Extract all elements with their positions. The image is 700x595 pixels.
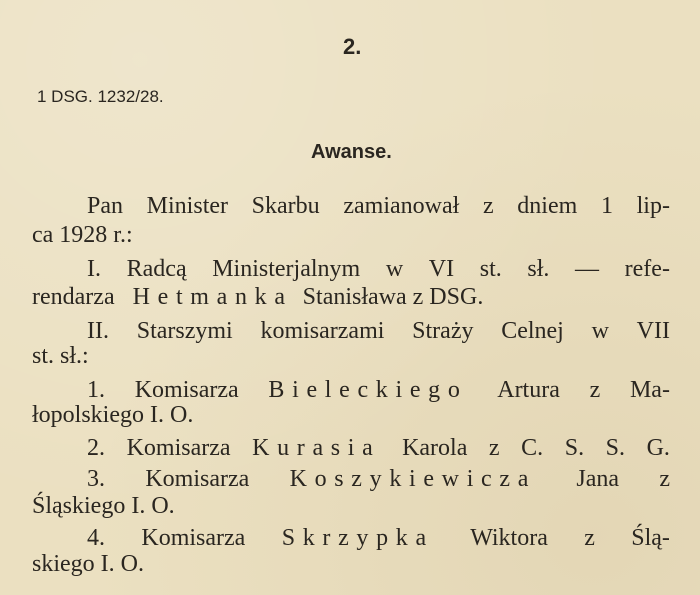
spaced-surname: Bieleckiego <box>268 377 468 403</box>
word: z <box>482 193 494 219</box>
sub-4-line-1 <box>87 525 670 552</box>
word: Radcą <box>126 256 187 282</box>
word: 1. <box>87 377 105 403</box>
section-heading: Awanse. <box>311 141 392 163</box>
word: Ma- <box>629 377 670 403</box>
intro-line-2: ca 1928 r.: <box>32 222 133 248</box>
word: Skarbu <box>251 193 320 219</box>
word: Celnej <box>501 318 564 344</box>
word: lip- <box>636 193 670 219</box>
word: Wiktora <box>470 525 548 551</box>
word: VI <box>428 256 455 282</box>
word: Komisarza <box>126 435 231 461</box>
word: Komisarza <box>141 525 246 551</box>
word: dniem <box>517 193 578 219</box>
spaced-surname: Skrzypka <box>281 525 434 551</box>
word: Artura <box>497 377 560 403</box>
sub-3-line-2: Śląskiego I. O. <box>32 493 175 519</box>
word: 3. <box>87 466 105 492</box>
word: Straży <box>412 318 474 344</box>
word: Karola <box>402 435 468 461</box>
word: Ślą- <box>631 525 670 551</box>
word: w <box>385 256 404 282</box>
spaced-surname: Hetmanka <box>132 284 293 310</box>
word: rendarza <box>32 284 115 310</box>
word: zamianował <box>343 193 460 219</box>
word: Starszymi <box>136 318 233 344</box>
item-II-line-2: st. sł.: <box>32 343 89 369</box>
word: C. <box>521 435 544 461</box>
word: S. <box>564 435 585 461</box>
word: Ministerjalnym <box>212 256 361 282</box>
spaced-surname: Koszykiewicza <box>289 466 537 492</box>
word: z <box>659 466 670 492</box>
document-reference: 1 DSG. 1232/28. <box>37 87 164 106</box>
word: VII <box>636 318 670 344</box>
word: refe- <box>624 256 670 282</box>
word: I. <box>87 256 101 282</box>
word: z <box>589 377 601 403</box>
word: 2. <box>87 435 105 461</box>
page-number: 2. <box>343 34 362 59</box>
spaced-surname: Kurasia <box>252 435 381 461</box>
item-I-line-1 <box>87 256 670 283</box>
word: Minister <box>146 193 228 219</box>
word: S. <box>605 435 625 461</box>
word: st. <box>479 256 502 282</box>
sub-2-line-1 <box>87 435 670 462</box>
word: Komisarza <box>134 377 239 403</box>
word: 1 <box>600 193 613 219</box>
sub-1-line-1 <box>87 377 670 404</box>
word: 4. <box>87 525 105 551</box>
word: sł. <box>527 256 550 282</box>
item-I-line-2 <box>32 284 483 311</box>
sub-3-line-1 <box>87 466 670 493</box>
word: komisarzami <box>260 318 385 344</box>
word: Stanisława z DSG. <box>302 284 484 310</box>
word: z <box>488 435 500 461</box>
word: z <box>584 525 595 551</box>
word: — <box>575 256 600 282</box>
word: II. <box>87 318 109 344</box>
sub-1-line-2: łopolskiego I. O. <box>32 402 194 428</box>
sub-4-line-2: skiego I. O. <box>32 551 144 577</box>
word: Komisarza <box>145 466 250 492</box>
word: G. <box>646 435 670 461</box>
word: Pan <box>87 193 123 219</box>
word: w <box>591 318 609 344</box>
item-II-line-1 <box>87 318 670 345</box>
intro-line-1 <box>87 193 670 220</box>
word: Jana <box>576 466 620 492</box>
